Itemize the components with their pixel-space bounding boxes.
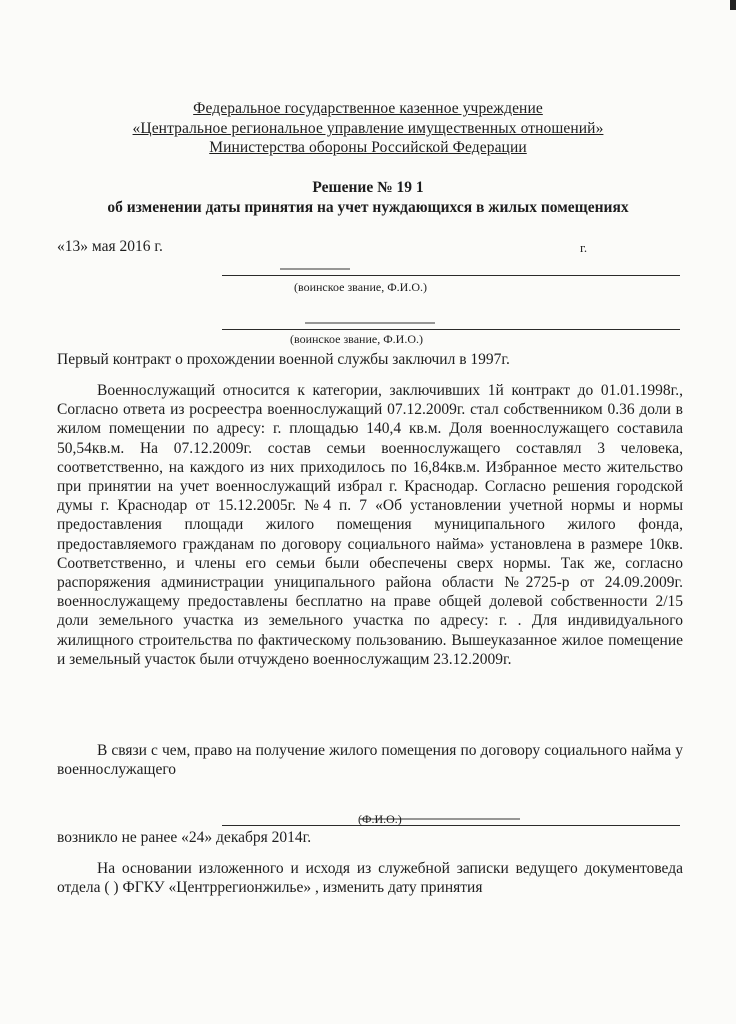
org-line-3: Министерства обороны Российской Федерации <box>209 139 527 156</box>
org-line-2: «Центральное региональное управление имущественных отношений» <box>132 120 604 137</box>
org-line-1: Федеральное государственное казенное учреждение <box>193 100 543 117</box>
body-paragraph-4 <box>57 859 683 897</box>
decision-date: «13» мая 2016 г. <box>57 238 163 255</box>
body-paragraph-2 <box>57 741 683 779</box>
place-prefix: г. <box>580 240 588 255</box>
body-paragraph-2-text: В связи с чем, право на получение жилого помещения по договору социального найма у военнослужащего <box>57 742 683 779</box>
scan-corner-mark <box>730 0 736 10</box>
redacted-text <box>280 268 350 270</box>
body-paragraph-4-text: На основании изложенного и исходя из служебной записки ведущего документоведа отдела ( ) ФГКУ «Центррегионжилье» , изменить дату принятия <box>57 860 683 897</box>
body-paragraph-1 <box>57 381 683 669</box>
decision-number: Решение № 19 1 <box>312 179 424 196</box>
caption-rank-name-1: (воинское звание, Ф.И.О.) <box>294 280 427 294</box>
signature-line-2 <box>222 329 680 330</box>
signature-line-3 <box>222 825 680 826</box>
rights-date-line: возникло не ранее «24» декабря 2014г. <box>57 829 312 846</box>
contract-line: Первый контракт о прохождении военной службы заключил в 1997г. <box>57 351 510 368</box>
caption-rank-name-2: (воинское звание, Ф.И.О.) <box>290 332 423 346</box>
caption-fio: (Ф.И.О.) <box>358 812 402 826</box>
decision-subject: об изменении даты принятия на учет нуждающихся в жилых помещениях <box>107 199 629 216</box>
body-paragraph-1-text: Военнослужащий относится к категории, заключивших 1й контракт до 01.01.1998г., Согласно ответа из росреестра военнослужащий 07.12.2009г. стал собственником 0.36 доли в жилом помещении по адресу: г. площадью 140,4 кв.м. Доля военнослужащего составила 50,54кв.м. На 07.12.2009г. состав семьи военнослужащего составлял 3 человека, соответственно, на каждого из них приходилось по 16,84кв.м. Избранное место жительство при принятии на учет военнослужащий избрал г. Краснодар. Согласно решения городской думы г. Краснодар от 15.12.2005г. №4 п. 7 «Об установлении учетной нормы и нормы предоставления площади жилого помещения муниципального жилого фонда, предоставляемого гражданам по договору социального найма» установлена в размере 10кв. Соответственно, и члены его семьи были обеспечены сверх нормы. Так же, согласно распоряжения администрации униципального района области №2725-р от 24.09.2009г. военнослужащему предоставлены бесплатно на праве общей долевой собственности 2/15 доли земельного участка из земельного участка по адресу: г. . Для индивидуального жилищного строительства по фактическому пользованию. Вышеуказанное жилое помещение и земельный участок были отчуждено военнослужащим 23.12.2009г. <box>57 382 683 668</box>
redacted-text <box>305 322 435 324</box>
signature-line-1 <box>222 275 680 276</box>
